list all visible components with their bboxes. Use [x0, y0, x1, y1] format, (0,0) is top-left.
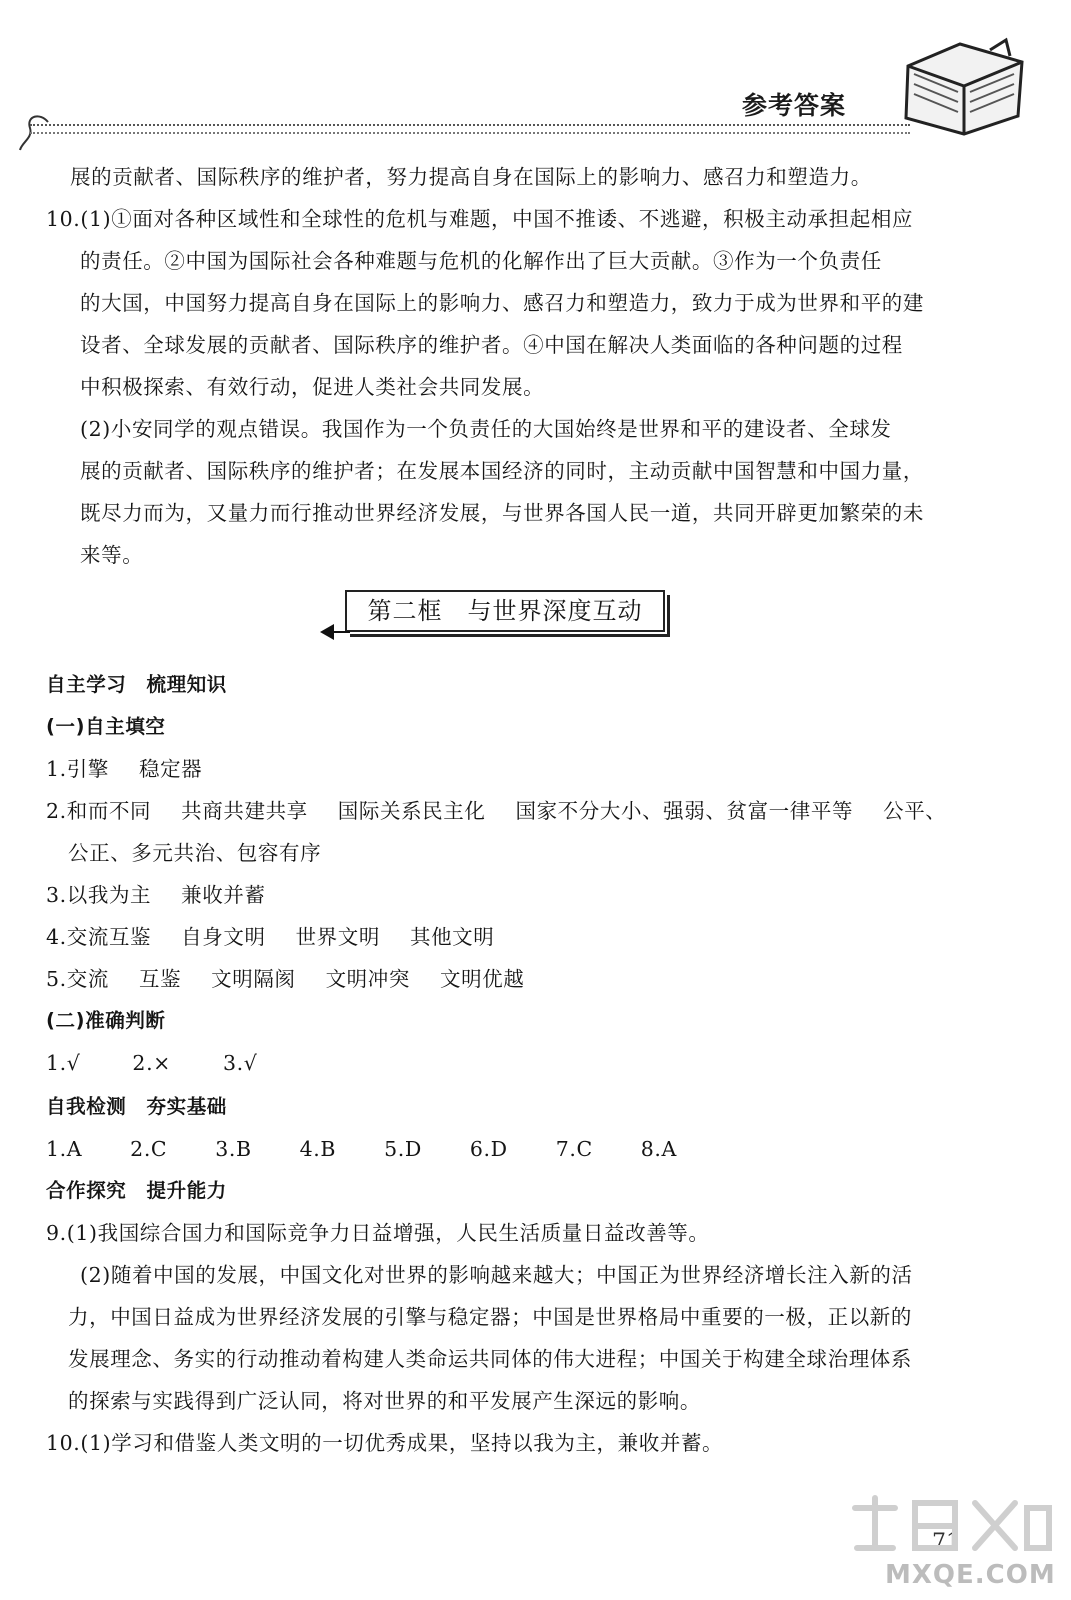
- text-line: 10.(1)学习和借鉴人类文明的一切优秀成果，坚持以我为主，兼收并蓄。: [46, 1431, 724, 1455]
- answer-item-4: 4.交流互鉴 自身文明 世界文明 其他文明: [46, 925, 495, 949]
- watermark-text: MXQE.COM: [885, 1560, 1056, 1590]
- watermark-logo-icon: [845, 1488, 1055, 1568]
- text-line: 来等。: [80, 543, 144, 567]
- section-title: 第二框 与世界深度互动: [345, 590, 665, 632]
- text-line: 9.(1)我国综合国力和国际竞争力日益增强，人民生活质量日益改善等。: [46, 1221, 710, 1245]
- text-line: 设者、全球发展的贡献者、国际秩序的维护者。④中国在解决人类面临的各种问题的过程: [80, 333, 903, 357]
- arrow-left-icon: [318, 622, 350, 642]
- page-header: [0, 0, 1071, 160]
- answer-item-1: 1.引擎 稳定器: [46, 757, 203, 781]
- text-line: 10.(1)①面对各种区域性和全球性的危机与难题，中国不推诿、不逃避，积极主动承担起相应: [46, 207, 914, 231]
- text-line: 展的贡献者、国际秩序的维护者；在发展本国经济的同时，主动贡献中国智慧和中国力量，: [80, 459, 924, 483]
- text-line: 的大国，中国努力提高自身在国际上的影响力、感召力和塑造力，致力于成为世界和平的建: [80, 291, 924, 315]
- text-line: (2)随着中国的发展，中国文化对世界的影响越来越大；中国正为世界经济增长注入新的活: [80, 1263, 913, 1287]
- section-heading-study: 自主学习 梳理知识: [46, 673, 227, 696]
- choice-answers: 1.A 2.C 3.B 4.B 5.D 6.D 7.C 8.A: [46, 1137, 677, 1161]
- text-line: 既尽力而为，又量力而行推动世界经济发展，与世界各国人民一道，共同开辟更加繁荣的未: [80, 501, 924, 525]
- section-heading-check: 自我检测 夯实基础: [46, 1095, 227, 1118]
- answer-item-5: 5.交流 互鉴 文明隔阂 文明冲突 文明优越: [46, 967, 525, 991]
- text-line: 中积极探索、有效行动，促进人类社会共同发展。: [80, 375, 545, 399]
- header-title: 参考答案: [742, 91, 847, 120]
- text-line: (2)小安同学的观点错误。我国作为一个负责任的大国始终是世界和平的建设者、全球发: [80, 417, 892, 441]
- header-rule: [30, 124, 910, 134]
- text-line: 发展理念、务实的行动推动着构建人类命运共同体的伟大进程；中国关于构建全球治理体系: [68, 1347, 912, 1371]
- watermark: [845, 1488, 1055, 1593]
- book-icon: [900, 36, 1030, 138]
- text-line: 展的贡献者、国际秩序的维护者，努力提高自身在国际上的影响力、感召力和塑造力。: [70, 165, 872, 189]
- subheading-fill: (一)自主填空: [46, 715, 166, 738]
- section-heading-explore: 合作探究 提升能力: [46, 1179, 227, 1202]
- answer-item-3: 3.以我为主 兼收并蓄: [46, 883, 266, 907]
- subheading-judge: (二)准确判断: [46, 1009, 166, 1032]
- page-number: 71: [932, 1530, 960, 1555]
- answer-item-2-cont: 公正、多元共治、包容有序: [68, 841, 322, 865]
- text-line: 的责任。②中国为国际社会各种难题与危机的化解作出了巨大贡献。③作为一个负责任: [80, 249, 882, 273]
- answer-item-2: 2.和而不同 共商共建共享 国际关系民主化 国家不分大小、强弱、贫富一律平等 公平、: [46, 799, 947, 823]
- text-line: 力，中国日益成为世界经济发展的引擎与稳定器；中国是世界格局中重要的一极，正以新的: [68, 1305, 912, 1329]
- text-line: 的探索与实践得到广泛认同，将对世界的和平发展产生深远的影响。: [68, 1389, 701, 1413]
- judge-answers: 1.√ 2.× 3.√: [46, 1051, 258, 1075]
